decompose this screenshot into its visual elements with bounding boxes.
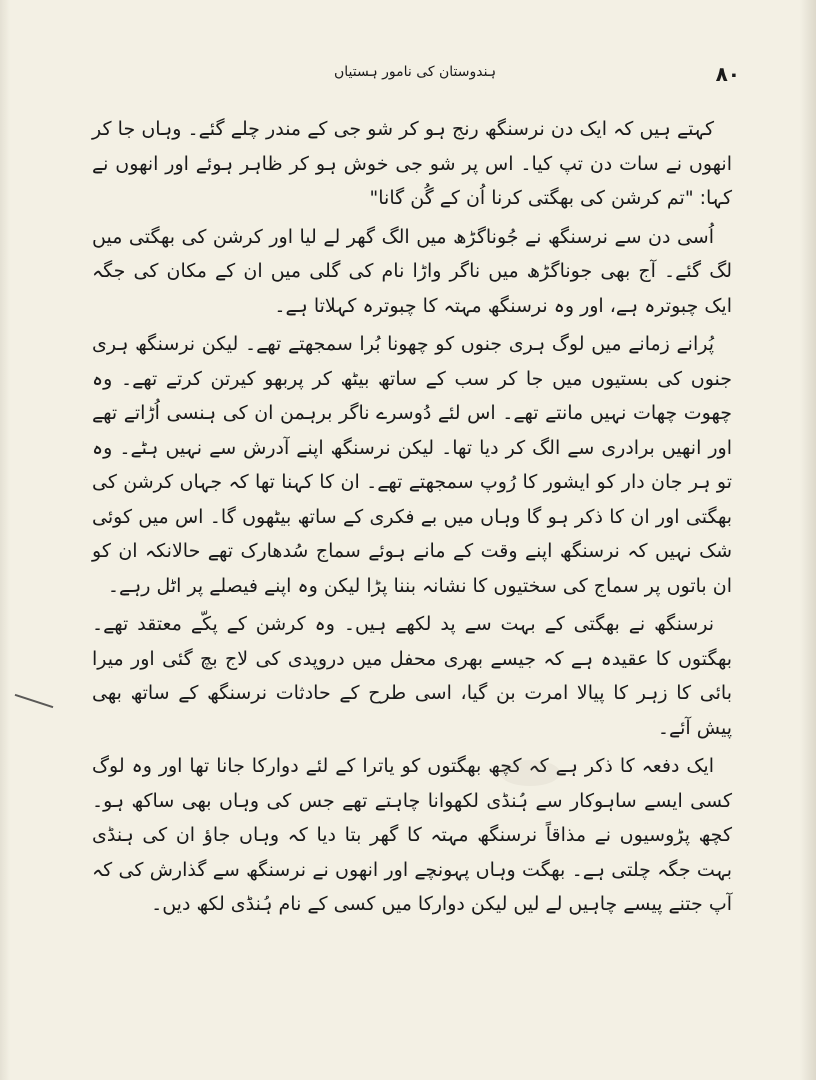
- page-body: [92, 112, 732, 926]
- scan-shadow-left: [0, 0, 10, 1080]
- page-number: ٨٠: [715, 62, 740, 86]
- running-title: ہندوستان کی نامور ہستیاں: [333, 64, 497, 80]
- paragraph: ایک دفعہ کا ذکر ہے کہ کچھ بھگتوں کو یاترا کے لئے دوارکا جانا تھا اور وہ لوگ کسی ایسے ساہوکار سے ہُنڈی لکھوانا چاہتے تھے جس کی وہاں بھی ساکھ ہو۔ کچھ پڑوسیوں نے مذاقاً نرسنگھ مہتہ کا گھر بتا دیا کہ وہاں جاؤ ان کی ہنڈی بہت جگہ چلتی ہے۔ بھگت وہاں پہونچے اور انھوں نے نرسنگھ سے گذارش کی کہ آپ جتنے پیسے چاہیں لے لیں لیکن دوارکا میں کسی کے نام ہُنڈی لکھ دیں۔: [92, 755, 732, 915]
- scan-shadow-right: [800, 0, 816, 1080]
- paragraph: نرسنگھ نے بھگتی کے بہت سے پد لکھے ہیں۔ وہ کرشن کے پکّے معتقد تھے۔ بھگتوں کا عقیدہ ہے کہ جیسے بھری محفل میں دروپدی کی لاج بچ گئی اور میرا بائی کا زہر کا پیالا امرت بن گیا، اسی طرح کے حادثات نرسنگھ کے ساتھ بھی پیش آئے۔: [92, 613, 732, 739]
- paragraph: اُسی دن سے نرسنگھ نے جُوناگڑھ میں الگ گھر لے لیا اور کرشن کی بھگتی میں لگ گئے۔ آج بھی جوناگڑھ میں ناگر واڑا نام کی گلی میں ان کے مکان کی جگہ ایک چبوترہ ہے، اور وہ نرسنگھ مہتہ کا چبوترہ کہلاتا ہے۔: [92, 225, 732, 317]
- paragraph: کہتے ہیں کہ ایک دن نرسنگھ رنج ہو کر شو جی کے مندر چلے گئے۔ وہاں جا کر انھوں نے سات دن تپ کیا۔ اس پر شو جی خوش ہو کر ظاہر ہوئے اور انھوں نے کہا: "تم کرشن کی بھگتی کرنا اُن کے گُن گانا": [92, 118, 732, 209]
- paragraph: پُرانے زمانے میں لوگ ہری جنوں کو چھونا بُرا سمجھتے تھے۔ لیکن نرسنگھ ہری جنوں کی بستیوں میں جا کر سب کے ساتھ بیٹھ کر پربھو کیرتن کرتے تھے۔ وہ چھوت چھات نہیں مانتے تھے۔ اس لئے دُوسرے ناگر برہمن ان کی ہنسی اُڑاتے تھے اور انھیں برادری سے الگ کر دیا تھا۔ لیکن نرسنگھ اپنے آدرش سے نہیں ہٹے۔ وہ تو ہر جان دار کو ایشور کا رُوپ سمجھتے تھے۔ ان کا کہنا تھا کہ جہاں کرشن کی بھگتی اور ان کا ذکر ہو گا وہاں میں بے فکری کے ساتھ بیٹھوں گا۔ اس میں کوئی شک نہیں کہ نرسنگھ اپنے وقت کے مانے ہوئے سماج سُدھارک تھے حالانکہ ان کو ان باتوں پر سماج کی سختیوں کا نشانہ بننا پڑا لیکن وہ اپنے فیصلے پر اٹل رہے۔: [92, 333, 732, 597]
- page-header: [90, 62, 740, 88]
- margin-pen-mark: [15, 694, 54, 708]
- ink-smudge: [500, 760, 560, 786]
